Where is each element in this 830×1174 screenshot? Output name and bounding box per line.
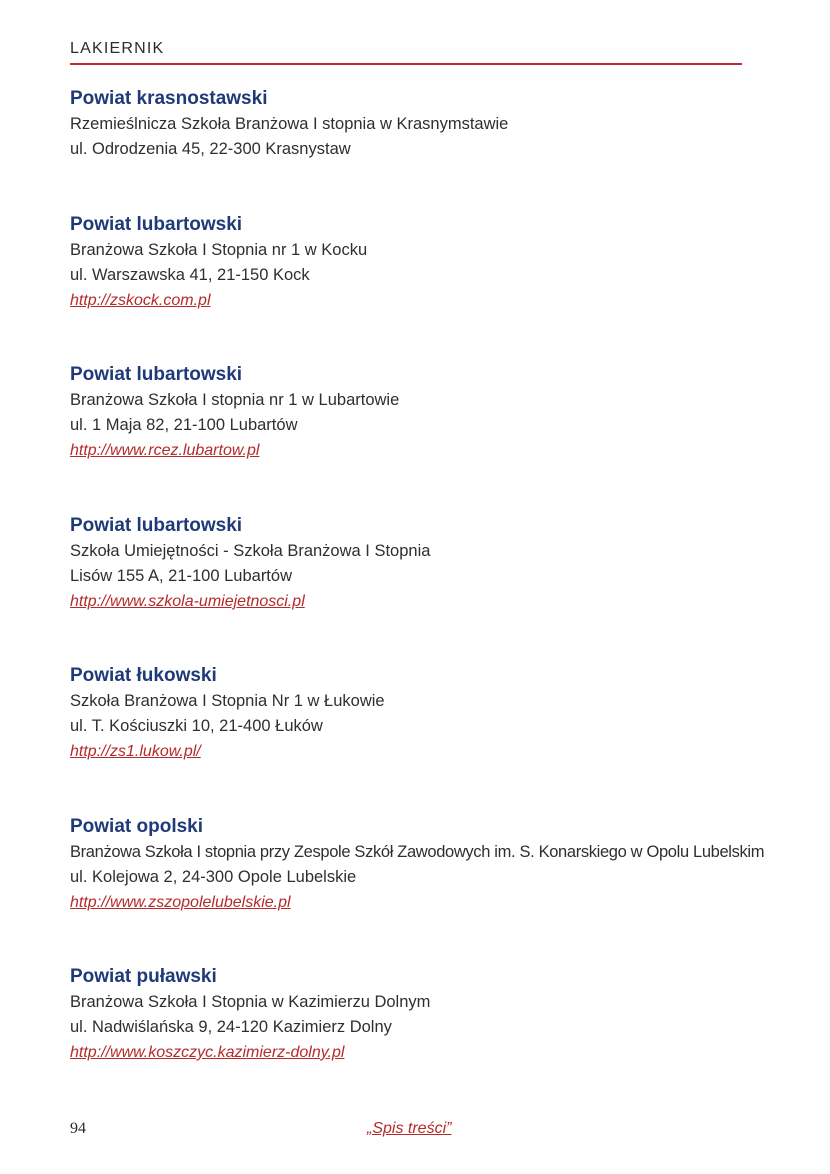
- school-address: ul. Odrodzenia 45, 22-300 Krasnystaw: [70, 140, 351, 158]
- county-heading: Powiat puławski: [70, 966, 217, 987]
- school-entry: [70, 362, 750, 463]
- county-heading: Powiat lubartowski: [70, 364, 243, 385]
- county-heading: Powiat lubartowski: [70, 515, 243, 536]
- school-website-link[interactable]: http://www.koszczyc.kazimierz-dolny.pl: [70, 1044, 345, 1061]
- school-name: Szkoła Umiejętności - Szkoła Branżowa I Stopnia: [70, 542, 431, 560]
- county-heading: Powiat łukowski: [70, 665, 217, 686]
- school-entry: [70, 212, 750, 313]
- county-heading: Powiat opolski: [70, 816, 204, 837]
- header-divider: [70, 63, 742, 65]
- school-name: Branżowa Szkoła I Stopnia w Kazimierzu Dolnym: [70, 993, 431, 1011]
- school-entry: [70, 513, 750, 614]
- school-entry: [70, 964, 750, 1065]
- school-entry: [70, 663, 750, 764]
- school-website-link[interactable]: http://zs1.lukow.pl/: [70, 743, 201, 760]
- county-heading: Powiat krasnostawski: [70, 88, 268, 109]
- school-address: ul. T. Kościuszki 10, 21-400 Łuków: [70, 717, 323, 735]
- school-entry: [70, 86, 750, 162]
- school-website-link[interactable]: http://www.zszopolelubelskie.pl: [70, 894, 291, 911]
- school-address: ul. 1 Maja 82, 21-100 Lubartów: [70, 416, 298, 434]
- school-website-link[interactable]: http://www.szkola-umiejetnosci.pl: [70, 593, 305, 610]
- page-number: 94: [70, 1120, 86, 1137]
- school-website-link[interactable]: http://www.rcez.lubartow.pl: [70, 442, 260, 459]
- school-address: ul. Nadwiślańska 9, 24-120 Kazimierz Dolny: [70, 1018, 392, 1036]
- school-name: Branżowa Szkoła I stopnia nr 1 w Lubartowie: [70, 391, 400, 409]
- school-website-link[interactable]: http://zskock.com.pl: [70, 292, 211, 309]
- school-address: Lisów 155 A, 21-100 Lubartów: [70, 567, 292, 585]
- table-of-contents-link[interactable]: „Spis treści”: [367, 1120, 452, 1137]
- county-heading: Powiat lubartowski: [70, 214, 243, 235]
- school-entry: [70, 814, 765, 915]
- school-name: Rzemieślnicza Szkoła Branżowa I stopnia w Krasnymstawie: [70, 115, 509, 133]
- school-address: ul. Warszawska 41, 21-150 Kock: [70, 266, 310, 284]
- running-header: LAKIERNIK: [70, 40, 165, 57]
- school-address: ul. Kolejowa 2, 24-300 Opole Lubelskie: [70, 868, 357, 886]
- school-name: Szkoła Branżowa I Stopnia Nr 1 w Łukowie: [70, 692, 385, 710]
- school-name: Branżowa Szkoła I Stopnia nr 1 w Kocku: [70, 241, 368, 259]
- school-name: Branżowa Szkoła I stopnia przy Zespole Szkół Zawodowych im. S. Konarskiego w Opolu Lubelskim: [70, 843, 765, 861]
